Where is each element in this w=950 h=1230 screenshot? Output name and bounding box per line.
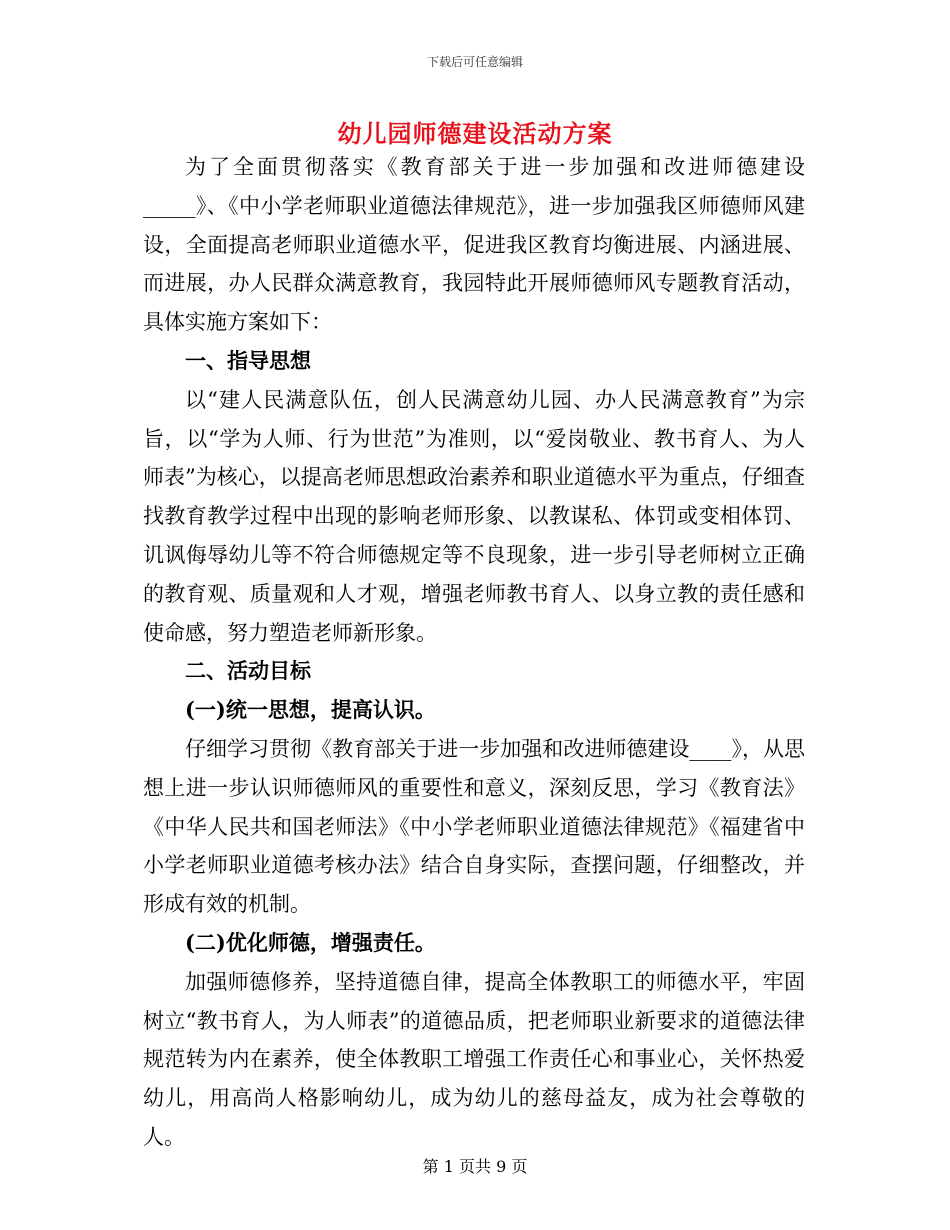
document-body [143,148,805,1157]
section-heading-guiding-ideology: 一、指导思想 [185,347,311,373]
unify-thinking-paragraph: 仔细学习贯彻《教育部关于进一步加强和改进师德建设____》，从思想上进一步认识师德师风的重要性和意义，深刻反思，学习《教育法》《中华人民共和国老师法》《中小学老师职业道德法律规范》《福建省中小学老师职业道德考核办法》结合自身实际，查摆问题，仔细整改，并形成有效的机制。 [143,736,805,917]
intro-paragraph: 为了全面贯彻落实《教育部关于进一步加强和改进师德建设_____》、《中小学老师职业道德法律规范》，进一步加强我区师德师风建设，全面提高老师职业道德水平，促进我区教育均衡进展、内涵进展、而进展，办人民群众满意教育，我园特此开展师德师风专题教育活动，具体实施方案如下： [143,155,805,335]
guiding-ideology-paragraph: 以“建人民满意队伍，创人民满意幼儿园、办人民满意教育”为宗旨，以“学为人师、行为世范”为准则，以“爱岗敬业、教书育人、为人师表”为核心，以提高老师思想政治素养和职业道德水平为重点，仔细查找教育教学过程中出现的影响老师形象、以教谋私、体罚或变相体罚、讥讽侮辱幼儿等不符合师德规定等不良现象，进一步引导老师树立正确的教育观、质量观和人才观，增强老师教书育人、以身立教的责任感和使命感，努力塑造老师新形象。 [143,387,805,645]
section-heading-activity-goals: 二、活动目标 [185,658,311,684]
document-title: 幼儿园师德建设活动方案 [337,119,613,148]
page-footer: 第 1 页共 9 页 [422,1157,528,1176]
optimize-ethics-paragraph: 加强师德修养，坚持道德自律，提高全体教职工的师德水平，牢固树立“教书育人，为人师表”的道德品质，把老师职业新要求的道德法律规范转为内在素养，使全体教职工增强工作责任心和事业心，关怀热爱幼儿，用高尚人格影响幼儿，成为幼儿的慈母益友，成为社会尊敬的人。 [143,969,805,1149]
subheading-optimize-ethics: (二)优化师德，增强责任。 [185,929,436,955]
header-note: 下载后可任意编辑 [426,55,523,69]
subheading-unify-thinking: (一)统一思想，提高认识。 [185,697,436,723]
